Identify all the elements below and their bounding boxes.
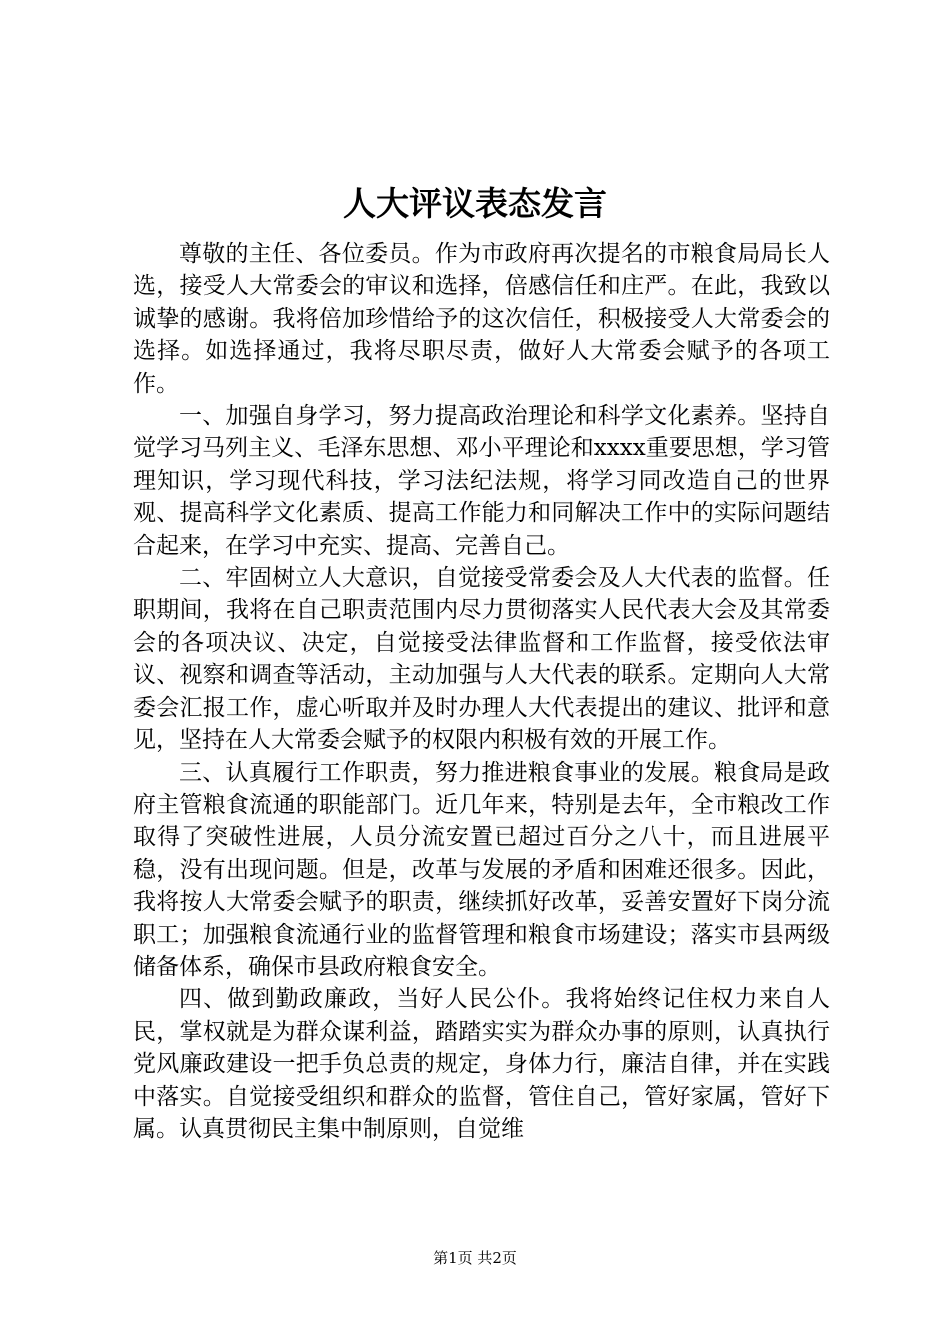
document-title: 人大评议表态发言 xyxy=(343,184,607,223)
page-number-footer: 第1页 共2页 xyxy=(433,1249,517,1267)
paragraph-section-2: 二、牢固树立人大意识，自觉接受常委会及人大代表的监督。任职期间，我将在自己职责范围内尽力贯彻落实人民代表大会及其常委会的各项决议、决定，自觉接受法律监督和工作监督，接受依法审议、视察和调查等活动，主动加强与人大代表的联系。定期向人大常委会汇报工作，虚心听取并及时办理人大代表提出的建议、批评和意见，坚持在人大常委会赋予的权限内积极有效的开展工作。 xyxy=(133,565,830,754)
paragraph-section-1: 一、加强自身学习，努力提高政治理论和科学文化素养。坚持自觉学习马列主义、毛泽东思想、邓小平理论和xxxx重要思想，学习管理知识，学习现代科技，学习法纪法规，将学习同改造自己的世界观、提高科学文化素质、提高工作能力和同解决工作中的实际问题结合起来，在学习中充实、提高、完善自己。 xyxy=(133,403,830,559)
paragraph-section-4: 四、做到勤政廉政，当好人民公仆。我将始终记住权力来自人民，掌权就是为群众谋利益，踏踏实实为群众办事的原则，认真执行党风廉政建设一把手负总责的规定，身体力行，廉洁自律，并在实践中落实。自觉接受组织和群众的监督，管住自己，管好家属，管好下属。认真贯彻民主集中制原则，自觉维 xyxy=(133,986,830,1142)
paragraph-section-3: 三、认真履行工作职责，努力推进粮食事业的发展。粮食局是政府主管粮食流通的职能部门。近几年来，特别是去年，全市粮改工作取得了突破性进展，人员分流安置已超过百分之八十，而且进展平稳，没有出现问题。但是，改革与发展的矛盾和困难还很多。因此，我将按人大常委会赋予的职责，继续抓好改革，妥善安置好下岗分流职工；加强粮食流通行业的监督管理和粮食市场建设；落实市县两级储备体系，确保市县政府粮食安全。 xyxy=(133,759,830,980)
paragraph-greeting: 尊敬的主任、各位委员。作为市政府再次提名的市粮食局局长人选，接受人大常委会的审议和选择，倍感信任和庄严。在此，我致以诚挚的感谢。我将倍加珍惜给予的这次信任，积极接受人大常委会的选择。如选择通过，我将尽职尽责，做好人大常委会赋予的各项工作。 xyxy=(133,241,830,397)
document-body xyxy=(133,238,830,1145)
